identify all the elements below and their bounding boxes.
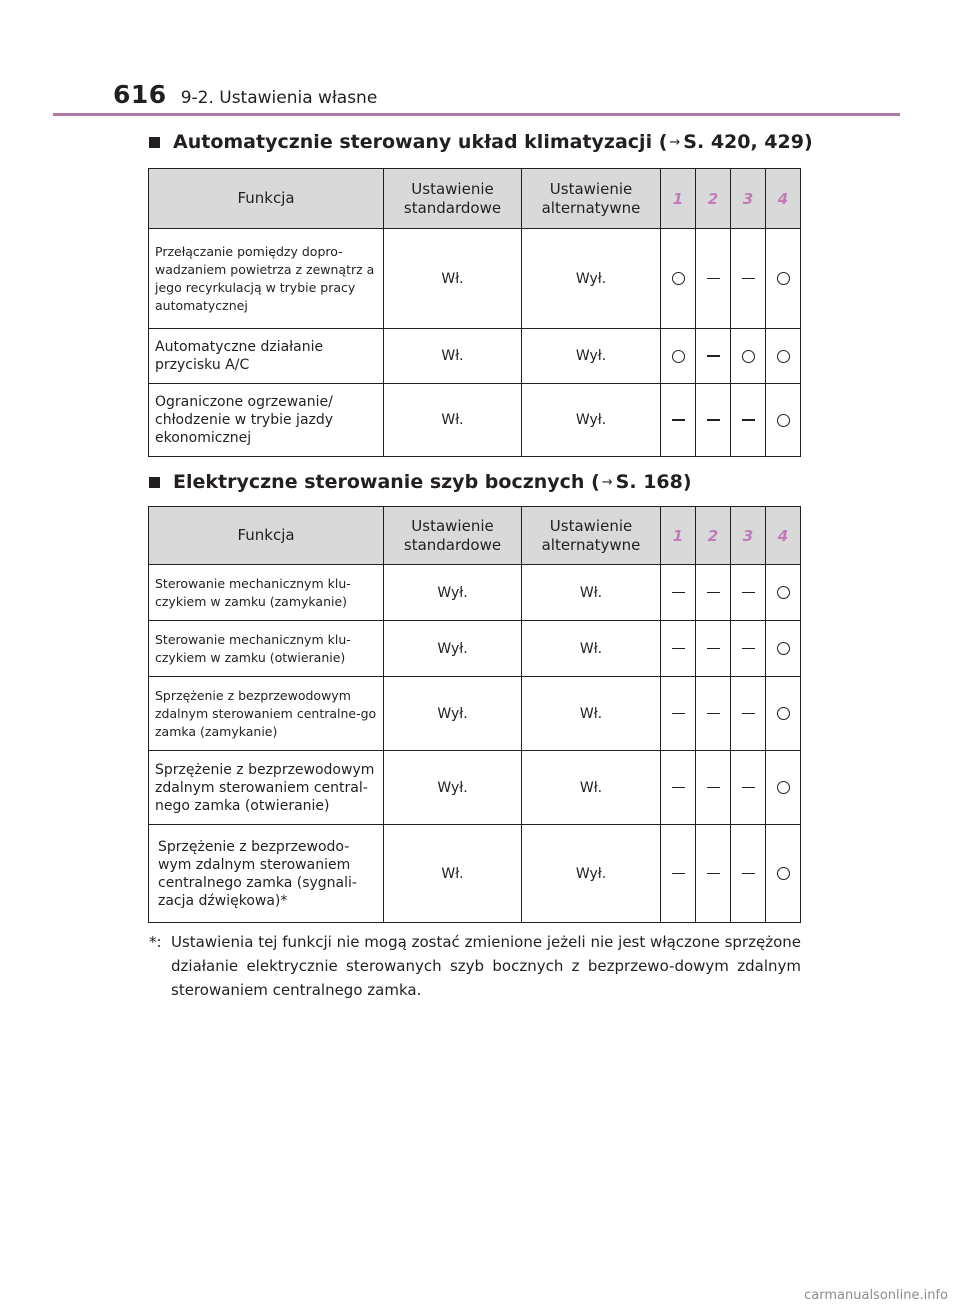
unavailable-dash-icon (707, 787, 720, 789)
available-circle-icon (777, 642, 790, 655)
mark-cell (766, 751, 801, 825)
page-header (113, 80, 377, 109)
page-number: 616 (113, 80, 167, 109)
table-row (149, 565, 801, 621)
alternative-value-cell: Wł. (522, 565, 661, 621)
mark-cell (661, 677, 696, 751)
unavailable-dash-icon (707, 355, 720, 357)
available-circle-icon (777, 350, 790, 363)
function-cell: Ograniczone ogrzewanie/ chłodzenie w trybie jazdy ekonomicznej (149, 384, 384, 457)
table-row (149, 825, 801, 923)
mark-cell (766, 677, 801, 751)
table-row (149, 384, 801, 457)
column-header (696, 507, 731, 565)
mark-cell (696, 229, 731, 329)
alternative-value-cell: Wył. (522, 384, 661, 457)
column-header (731, 507, 766, 565)
section-title: 9-2. Ustawienia własne (180, 88, 378, 108)
mark-cell (731, 825, 766, 923)
mark-cell (661, 229, 696, 329)
unavailable-dash-icon (742, 713, 755, 715)
mark-cell (731, 565, 766, 621)
available-circle-icon (777, 272, 790, 285)
mark-cell (661, 825, 696, 923)
table-header-row (149, 169, 801, 229)
unavailable-dash-icon (742, 873, 755, 875)
default-value-cell: Wł. (384, 384, 522, 457)
mark-cell (661, 621, 696, 677)
unavailable-dash-icon (742, 592, 755, 594)
unavailable-dash-icon (672, 713, 685, 715)
mark-cell (696, 384, 731, 457)
mark-cell (696, 621, 731, 677)
climate-settings-table (148, 168, 801, 457)
unavailable-dash-icon (672, 419, 685, 421)
default-value-cell: Wył. (384, 677, 522, 751)
function-cell: Sterowanie mechanicznym klu-czykiem w zamku (otwieranie) (149, 621, 384, 677)
default-value-cell: Wył. (384, 751, 522, 825)
bullet-square-icon (149, 137, 160, 148)
mark-cell (696, 329, 731, 384)
column-header: Ustawienie standardowe (384, 169, 522, 229)
column-header (661, 169, 696, 229)
number-1-icon: 1 (672, 189, 684, 208)
column-header (696, 169, 731, 229)
column-header: Ustawienie standardowe (384, 507, 522, 565)
column-header (661, 507, 696, 565)
heading-text: Elektryczne sterowanie szyb bocznych ( (173, 471, 600, 493)
function-cell: Sprzężenie z bezprzewodo-wym zdalnym sterowaniem centralnego zamka (sygnali-zacja dźwiękowa)* (149, 825, 384, 923)
unavailable-dash-icon (742, 419, 755, 421)
alternative-value-cell: Wł. (522, 751, 661, 825)
mark-cell (696, 825, 731, 923)
function-cell: Sterowanie mechanicznym klu-czykiem w zamku (zamykanie) (149, 565, 384, 621)
column-header (766, 507, 801, 565)
available-circle-icon (672, 350, 685, 363)
column-header: Funkcja (149, 507, 384, 565)
section-heading-climate (149, 131, 813, 153)
section-heading-windows (149, 471, 692, 493)
available-circle-icon (777, 867, 790, 880)
default-value-cell: Wył. (384, 621, 522, 677)
number-1-icon: 1 (672, 526, 684, 545)
function-cell: Przełączanie pomiędzy dopro-wadzaniem powietrza z zewnątrz a jego recyrkulacją w trybie pracy automatycznej (149, 229, 384, 329)
alternative-value-cell: Wył. (522, 825, 661, 923)
available-circle-icon (777, 781, 790, 794)
table-row (149, 621, 801, 677)
available-circle-icon (777, 414, 790, 427)
alternative-value-cell: Wył. (522, 329, 661, 384)
mark-cell (696, 565, 731, 621)
mark-cell (661, 565, 696, 621)
table-row (149, 751, 801, 825)
unavailable-dash-icon (707, 278, 720, 280)
unavailable-dash-icon (742, 787, 755, 789)
mark-cell (696, 677, 731, 751)
unavailable-dash-icon (707, 648, 720, 650)
page-reference[interactable]: S. 420, 429) (683, 131, 813, 153)
function-cell: Sprzężenie z bezprzewodowym zdalnym sterowaniem central-nego zamka (otwieranie) (149, 751, 384, 825)
number-3-icon: 3 (742, 526, 754, 545)
alternative-value-cell: Wł. (522, 677, 661, 751)
heading-text: Automatycznie sterowany układ klimatyzacji ( (173, 131, 668, 153)
unavailable-dash-icon (672, 592, 685, 594)
mark-cell (731, 229, 766, 329)
mark-cell (766, 565, 801, 621)
number-2-icon: 2 (707, 189, 719, 208)
default-value-cell: Wł. (384, 229, 522, 329)
unavailable-dash-icon (742, 278, 755, 280)
table-row (149, 229, 801, 329)
mark-cell (766, 825, 801, 923)
watermark: carmanualsonline.info (804, 1288, 948, 1303)
table-row (149, 329, 801, 384)
function-cell: Sprzężenie z bezprzewodowym zdalnym sterowaniem centralne-go zamka (zamykanie) (149, 677, 384, 751)
footnote-marker: *: (149, 933, 162, 951)
power-windows-settings-table (148, 506, 801, 923)
available-circle-icon (742, 350, 755, 363)
default-value-cell: Wł. (384, 825, 522, 923)
available-circle-icon (777, 707, 790, 720)
mark-cell (731, 621, 766, 677)
alternative-value-cell: Wył. (522, 229, 661, 329)
mark-cell (696, 751, 731, 825)
table-row (149, 677, 801, 751)
number-4-icon: 4 (777, 189, 789, 208)
default-value-cell: Wł. (384, 329, 522, 384)
mark-cell (766, 384, 801, 457)
unavailable-dash-icon (672, 648, 685, 650)
available-circle-icon (672, 272, 685, 285)
alternative-value-cell: Wł. (522, 621, 661, 677)
mark-cell (766, 229, 801, 329)
column-header (731, 169, 766, 229)
number-4-icon: 4 (777, 526, 789, 545)
mark-cell (731, 329, 766, 384)
column-header: Ustawienie alternatywne (522, 507, 661, 565)
footnote (149, 930, 801, 1002)
column-header (766, 169, 801, 229)
unavailable-dash-icon (707, 419, 720, 421)
mark-cell (766, 329, 801, 384)
number-3-icon: 3 (742, 189, 754, 208)
mark-cell (731, 751, 766, 825)
column-header: Ustawienie alternatywne (522, 169, 661, 229)
mark-cell (731, 677, 766, 751)
unavailable-dash-icon (742, 648, 755, 650)
mark-cell (661, 329, 696, 384)
default-value-cell: Wył. (384, 565, 522, 621)
arrow-right-icon: → (601, 474, 613, 490)
unavailable-dash-icon (672, 873, 685, 875)
bullet-square-icon (149, 477, 160, 488)
column-header: Funkcja (149, 169, 384, 229)
unavailable-dash-icon (672, 787, 685, 789)
table-header-row (149, 507, 801, 565)
page-reference[interactable]: S. 168) (615, 471, 692, 493)
mark-cell (766, 621, 801, 677)
mark-cell (661, 751, 696, 825)
function-cell: Automatyczne działanie przycisku A/C (149, 329, 384, 384)
available-circle-icon (777, 586, 790, 599)
unavailable-dash-icon (707, 713, 720, 715)
mark-cell (731, 384, 766, 457)
footnote-text: Ustawienia tej funkcji nie mogą zostać zmienione jeżeli nie jest włączone sprzężone działanie elektrycznie sterowanych szyb bocznych z bezprzewo-dowym zdalnym sterowaniem centralnego zamka. (171, 933, 801, 999)
unavailable-dash-icon (707, 592, 720, 594)
mark-cell (661, 384, 696, 457)
number-2-icon: 2 (707, 526, 719, 545)
header-rule (53, 113, 900, 116)
arrow-right-icon: → (669, 134, 681, 150)
unavailable-dash-icon (707, 873, 720, 875)
